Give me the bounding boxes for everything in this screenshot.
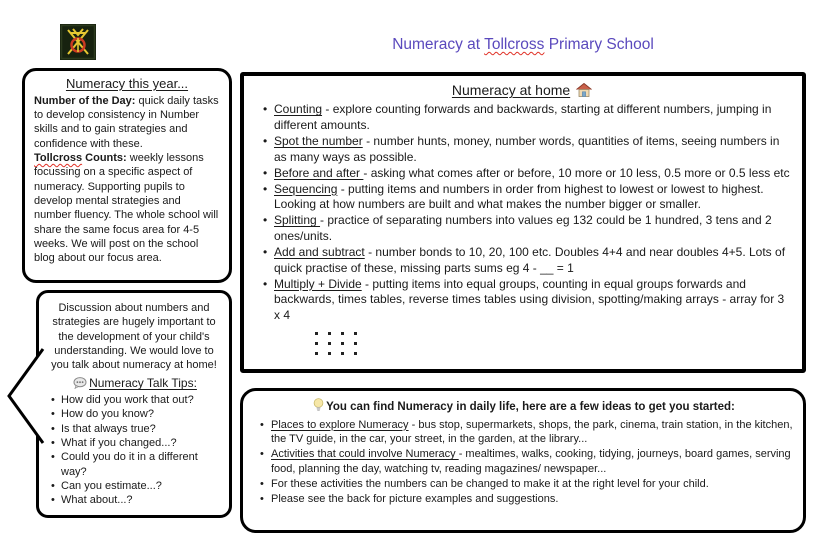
daily-box-item xyxy=(271,492,793,507)
year-box-heading: Numeracy this year... xyxy=(65,76,189,91)
home-item-lead: Add and subtract xyxy=(274,244,365,259)
title-part1: Numeracy at xyxy=(392,36,485,53)
array-dot xyxy=(328,352,331,355)
talk-tip-item: • What if you changed...? xyxy=(61,436,221,450)
array-dot xyxy=(315,352,318,355)
daily-box-list xyxy=(253,418,793,507)
talk-tip-item: • What about...? xyxy=(61,493,221,507)
tollcross-counts-paragraph xyxy=(34,151,220,265)
home-item-text: - practice of separating numbers into values eg 132 could be 1 hundred, 3 tens and 2 ones/units. xyxy=(274,213,772,244)
home-item-text: - explore counting forwards and backwards, starting at different numbers, jumping in different amounts. xyxy=(274,102,772,133)
numeracy-at-home-box xyxy=(240,72,806,373)
daily-item-text: - mealtimes, walks, cooking, tidying, journeys, board games, serving food, planning the day, watching tv, reading magazines/ newspaper... xyxy=(271,448,791,476)
number-of-the-day-label: Number of the Day: xyxy=(34,94,136,107)
array-dot xyxy=(341,342,344,345)
home-box-item xyxy=(274,134,790,166)
numeracy-this-year-box xyxy=(22,68,232,283)
home-box-item xyxy=(274,166,790,182)
home-box-heading xyxy=(256,81,790,99)
daily-item-lead: Activities that could involve Numeracy xyxy=(271,448,459,461)
array-dot xyxy=(315,332,318,335)
home-box-heading-text: Numeracy at home xyxy=(451,82,571,98)
page-title xyxy=(240,36,806,54)
talk-tip-item: • How do you know? xyxy=(61,407,221,421)
home-item-lead: Splitting xyxy=(274,213,321,228)
talk-tip-item: • How did you work that out? xyxy=(61,393,221,407)
house-icon xyxy=(576,83,592,97)
daily-item-text: For these activities the numbers can be changed to make it at the right level for your child. xyxy=(271,477,709,490)
talk-tip-item: • Is that always true? xyxy=(61,422,221,436)
home-item-lead: Before and after xyxy=(274,165,364,180)
tollcross-counts-word: Tollcross xyxy=(34,152,83,165)
array-dot xyxy=(341,352,344,355)
daily-box-item xyxy=(271,477,793,492)
array-dot xyxy=(341,332,344,335)
talk-tips-heading xyxy=(47,376,221,392)
home-box-list xyxy=(256,102,790,324)
home-box-item xyxy=(274,245,790,277)
lightbulb-icon xyxy=(313,398,324,412)
array-dot xyxy=(354,352,357,355)
array-dot xyxy=(354,342,357,345)
daily-life-box xyxy=(240,388,806,533)
daily-item-text: - bus stop, supermarkets, shops, the park, cinema, train station, in the kitchen, the TV guide, in the car, your street, in the garden, at the library... xyxy=(271,418,793,446)
daily-box-item xyxy=(271,447,793,477)
daily-item-lead: Places to explore Numeracy xyxy=(271,418,409,431)
home-item-lead: Multiply + Divide xyxy=(274,276,362,291)
home-item-text: - number bonds to 10, 20, 100 etc. Doubles 4+4 and near doubles 4+5. Lots of quick practise of these, missing parts sums eg 4 - __ = 1 xyxy=(274,244,786,275)
array-dot xyxy=(328,332,331,335)
title-school-name: Tollcross xyxy=(484,36,545,53)
talk-bubble xyxy=(36,290,232,518)
number-of-the-day-text: quick daily tasks to develop consistency in Number skills and to gain strategies and confidence with these. xyxy=(34,94,219,150)
home-box-item xyxy=(274,277,790,324)
talk-tip-item: • Can you estimate...? xyxy=(61,479,221,493)
speech-bubble-tail xyxy=(6,348,44,446)
talk-tips-list xyxy=(47,393,221,507)
number-of-the-day-paragraph xyxy=(34,94,220,151)
array-dot xyxy=(315,342,318,345)
home-item-text: - putting items into equal groups, counting in equal groups forwards and backwards, times tables, reverse times tables using division, spotting/making arrays - array for 3 x 4 xyxy=(274,276,785,323)
array-dot xyxy=(328,342,331,345)
home-item-text: - number hunts, money, number words, quantities of items, seeing numbers in as many ways as possible. xyxy=(274,134,780,164)
talk-bubble-intro: Discussion about numbers and strategies are hugely important to the development of your child's understanding. We would love to you talk about numeracy at home! xyxy=(51,302,217,372)
home-item-lead: Counting xyxy=(274,102,323,117)
home-box-item xyxy=(274,102,790,134)
school-crest-logo xyxy=(60,24,96,60)
talk-tips-heading-text: Numeracy Talk Tips: xyxy=(89,376,197,391)
home-box-item xyxy=(274,182,790,214)
daily-box-item xyxy=(271,418,793,448)
tollcross-counts-text: weekly lessons focussing on a specific aspect of numeracy. Supporting pupils to develop mental strategies and number fluency. The whole school will share the same focus area for 4-5 weeks. We will post on the school blog about our focus area. xyxy=(34,152,219,265)
tollcross-counts-label: Counts: xyxy=(82,152,127,165)
talk-tip-item: • Could you do it in a different way? xyxy=(61,450,221,479)
home-item-lead: Sequencing xyxy=(274,181,338,196)
daily-item-text: Please see the back for picture examples and suggestions. xyxy=(271,492,559,505)
home-box-item xyxy=(274,213,790,245)
array-dot xyxy=(354,332,357,335)
home-item-text: - putting items and numbers in order from highest to lowest or lowest to highest. Looking at how numbers are built and what makes the number bigger or smaller. xyxy=(274,181,764,212)
array-dots xyxy=(315,332,357,355)
speech-balloon-icon xyxy=(73,377,87,389)
home-item-text: - asking what comes after or before, 10 more or 10 less, 0.5 more or 0.5 less etc xyxy=(363,165,790,180)
daily-box-heading-text: You can find Numeracy in daily life, here are a few ideas to get you started: xyxy=(326,401,735,413)
title-part3: Primary School xyxy=(544,36,654,53)
home-item-lead: Spot the number xyxy=(274,134,363,149)
daily-box-heading xyxy=(253,398,793,416)
